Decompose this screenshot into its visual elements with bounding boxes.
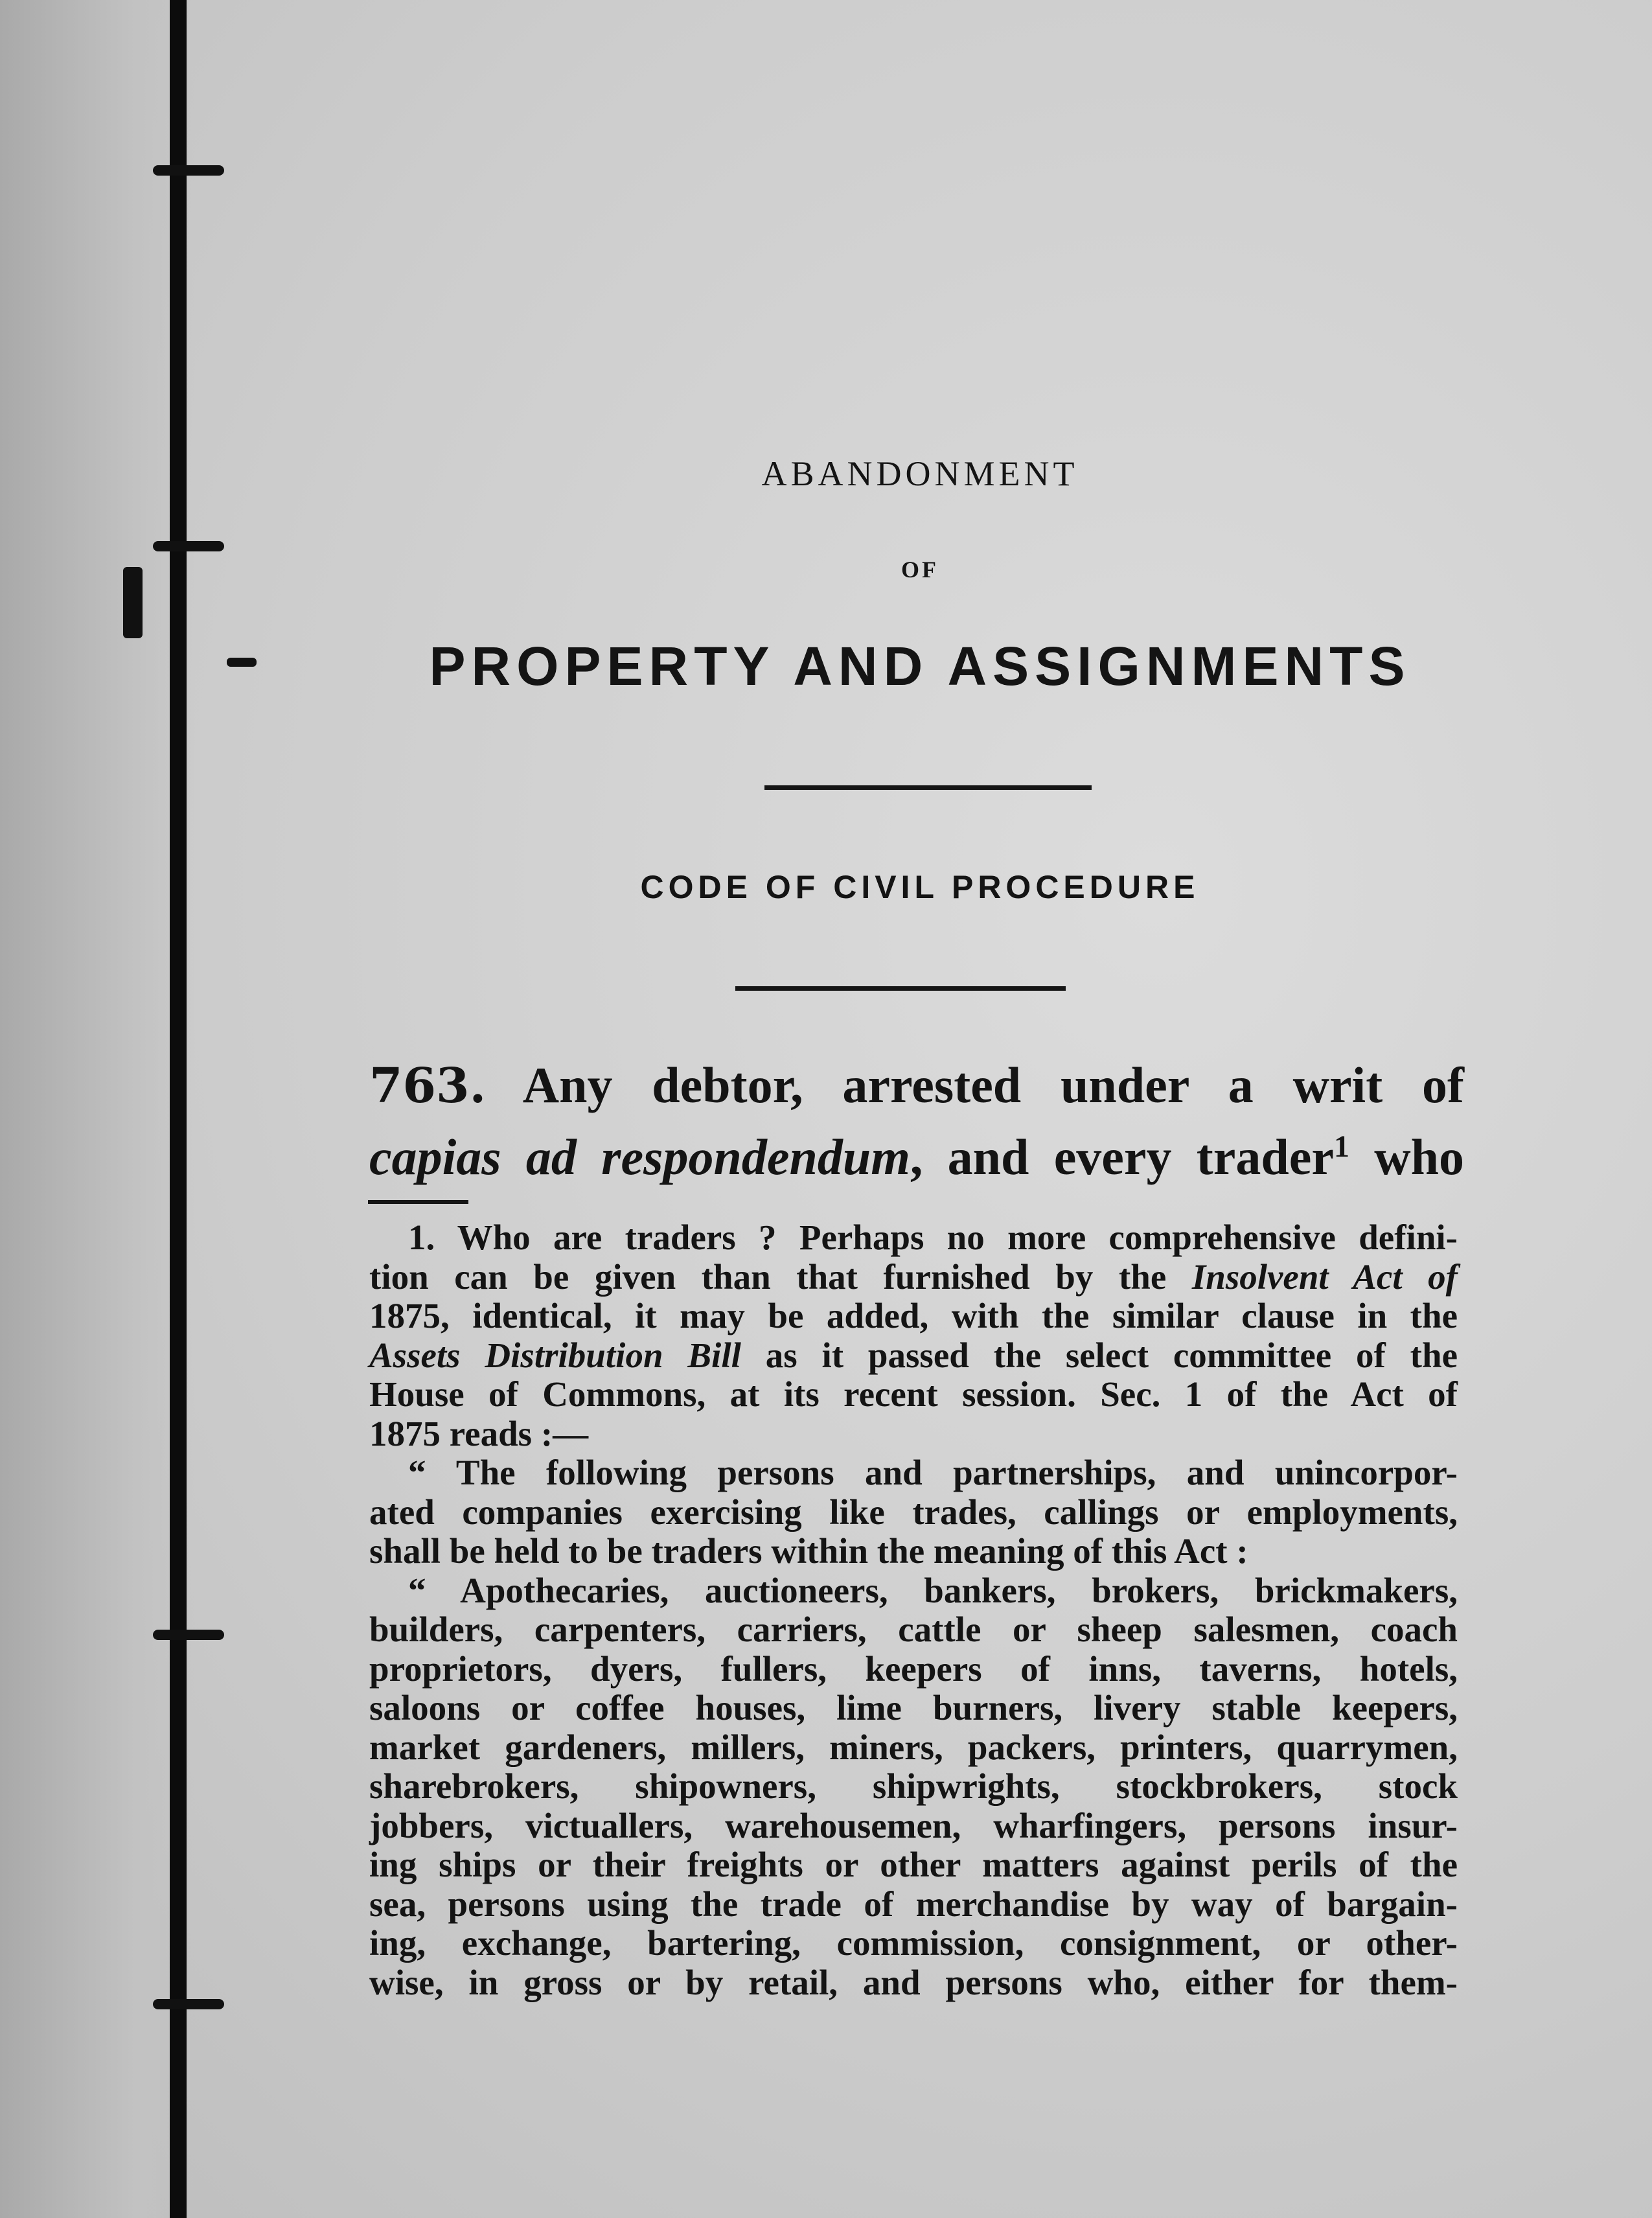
footnote-line: 1. Who are traders ? Perhaps no more comprehensive defini- (408, 1218, 1458, 1257)
binding-stitch (153, 1630, 224, 1640)
footnote-line: 1875 reads :— (369, 1413, 589, 1453)
footnote-marker: 1 (1334, 1129, 1350, 1164)
footnote-line: proprietors, dyers, fullers, keepers of inns, taverns, hotels, (369, 1648, 1458, 1689)
article-line (369, 1050, 1464, 1122)
article-number: 763. (369, 1058, 487, 1114)
ink-blot (123, 567, 143, 638)
footnote-line: tion can be given than that furnished by the Insolvent Act of (369, 1256, 1458, 1297)
article-line (369, 1122, 1464, 1193)
binding-stitch (153, 541, 224, 551)
footnote-line: jobbers, victuallers, warehousemen, wharfingers, persons insur- (369, 1805, 1458, 1845)
page-title: PROPERTY AND ASSIGNMENTS (429, 636, 1411, 697)
footnote-line: ing, exchange, bartering, commission, consignment, or other- (369, 1923, 1458, 1963)
binding-spine (170, 0, 187, 2218)
footnote-line: ing ships or their freights or other matters against perils of the (369, 1845, 1458, 1884)
footnote-line: Assets Distribution Bill as it passed the select committee of the (369, 1335, 1458, 1375)
article-italic-phrase: capias ad respondendum (369, 1129, 910, 1185)
footnote-line: wise, in gross or by retail, and persons who, either for them- (369, 1962, 1458, 2002)
footnote (369, 1218, 1458, 2002)
article-text (369, 1050, 1464, 1193)
section-subtitle: CODE OF CIVIL PROCEDURE (640, 869, 1200, 905)
footnote-line: builders, carpenters, carriers, cattle or sheep salesmen, coach (369, 1610, 1458, 1649)
article-text-run: Any debtor, arrested under a writ of (522, 1057, 1464, 1113)
footnote-line: 1875, identical, it may be added, with the similar clause in the (369, 1296, 1458, 1335)
footnote-line: shall be held to be traders within the meaning of this Act : (369, 1531, 1248, 1571)
footnote-line: saloons or coffee houses, lime burners, livery stable keepers, (369, 1688, 1458, 1727)
heading-of: OF (901, 557, 939, 583)
footnote-line: market gardeners, millers, miners, packers, printers, quarrymen, (369, 1727, 1458, 1767)
footnote-line: sea, persons using the trade of merchandise by way of bargain- (369, 1884, 1458, 1924)
footnote-rule (368, 1200, 468, 1204)
footnote-line: House of Commons, at its recent session. Sec. 1 of the Act of (369, 1374, 1458, 1414)
footnote-line: sharebrokers, shipowners, shipwrights, stockbrokers, stock (369, 1766, 1458, 1806)
page-edge-shadow (0, 0, 194, 2218)
article-text-run: , and every trader (910, 1129, 1335, 1185)
binding-stitch (153, 165, 224, 176)
article-text-run: who (1349, 1129, 1464, 1185)
footnote-line: ated companies exercising like trades, callings or employments, (369, 1492, 1458, 1532)
footnote-line: “ Apothecaries, auctioneers, bankers, brokers, brickmakers, (408, 1570, 1458, 1610)
divider-rule (735, 986, 1066, 991)
binding-stitch (153, 1999, 224, 2009)
heading-abandonment: ABANDONMENT (761, 454, 1079, 493)
ink-blot (227, 658, 257, 667)
footnote-line: “ The following persons and partnerships, and unincorpor- (408, 1453, 1458, 1492)
divider-rule (764, 785, 1092, 790)
